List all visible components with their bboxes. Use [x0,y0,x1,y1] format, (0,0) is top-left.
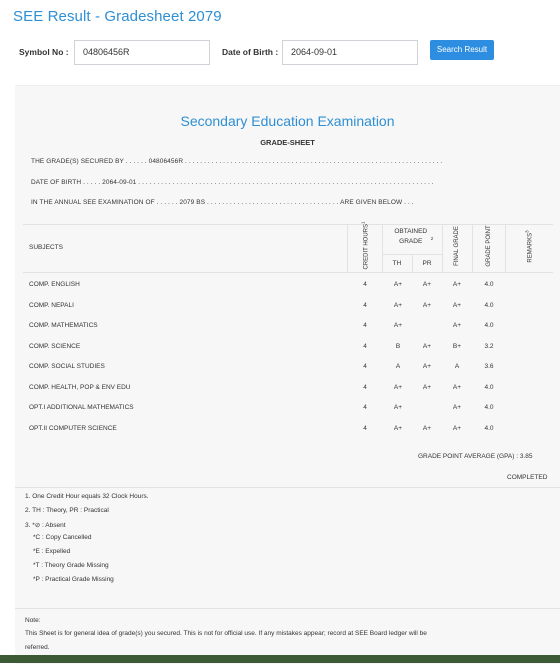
final-cell: A+ [452,301,462,309]
grade-point-header: GRADE POINT [486,225,492,267]
th-cell: A+ [393,383,403,391]
subject-name: COMP. HEALTH, POP & ENV EDU [29,383,131,391]
footnote-item: *P : Practical Grade Missing [33,575,114,583]
th-cell: A+ [393,301,403,309]
gradesheet-panel [15,85,560,664]
col-divider [505,224,506,272]
page-title: SEE Result - Gradesheet 2079 [13,8,222,25]
credit-cell: 4 [363,322,367,329]
final-cell: A+ [452,404,462,411]
gp-cell: 4.0 [484,424,494,432]
dob-label: Date of Birth : [222,47,279,57]
final-cell: A+ [452,424,462,432]
table-top-border [23,224,553,225]
gradesheet-heading: GRADE-SHEET [260,138,315,147]
col-divider [442,224,443,272]
final-cell: A+ [452,281,462,288]
th-cell: A+ [393,424,403,432]
symbol-input[interactable]: 04806456R [74,40,210,65]
pr-cell: A+ [422,363,432,370]
final-cell: A+ [452,383,462,391]
note-label: Note: [25,617,41,624]
search-result-button[interactable]: Search Result [430,40,494,60]
credit-cell: 4 [363,281,367,288]
subject-name: COMP. ENGLISH [29,281,80,288]
subjects-header: SUBJECTS [29,244,63,251]
footnote-item: *C : Copy Cancelled [33,534,92,542]
gp-cell: 4.0 [484,301,494,309]
credit-cell: 4 [363,424,367,432]
th-cell: A [395,363,401,370]
footnote-item: 3. *⊘ : Absent [25,521,66,529]
subject-name: COMP. NEPALI [29,301,74,309]
footnote-item: *E : Expelled [33,548,71,556]
subject-name: COMP. SCIENCE [29,342,81,350]
gp-cell: 4.0 [484,322,494,329]
footnote-divider [15,487,560,488]
result-status: COMPLETED [507,474,548,481]
th-cell: B [395,342,401,350]
remarks-header: REMARKS$^3$ [524,230,534,263]
exam-title: Secondary Education Examination [180,113,395,129]
pr-cell: A+ [422,383,432,391]
symbol-label: Symbol No : [19,47,69,57]
gp-cell: 4.0 [484,281,494,288]
final-grade-header: FINAL GRADE [454,226,460,266]
subject-name: OPT.II COMPUTER SCIENCE [29,424,117,432]
gp-cell: 4.0 [484,383,494,391]
col-divider [472,224,473,272]
credit-cell: 4 [363,363,367,370]
footnote-item: 2. TH : Theory, PR : Practical [25,506,109,514]
th-cell: A+ [393,322,403,329]
table-header-bottom [23,272,553,273]
subject-name: COMP. SOCIAL STUDIES [29,363,105,370]
note-text-continued: referred. [25,644,50,651]
col-divider [347,224,348,272]
obtained-grade-header: OBTAINED GRADE $^2$ [394,228,434,245]
credit-cell: 4 [363,342,367,350]
footnote-item: *T : Theory Grade Missing [33,562,109,569]
subject-name: COMP. MATHEMATICS [29,322,98,329]
th-header: TH [392,260,402,267]
final-cell: A [454,363,460,370]
credit-cell: 4 [363,383,367,391]
gp-cell: 4.0 [484,404,494,411]
pr-header: PR [422,260,432,267]
pr-cell: A+ [422,424,432,432]
final-cell: B+ [452,342,462,350]
th-cell: A+ [393,404,403,411]
gp-cell: 3.2 [484,342,494,350]
exam-line: IN THE ANNUAL SEE EXAMINATION OF . . . . . . 2079 BS . . . . . . . . . . . . . . . . . . . . . . . . . . . . . . . . . . . ARE GIVEN BELOW . . . [31,199,414,206]
dob-line: DATE OF BIRTH . . . . . 2064-09-01 . . . . . . . . . . . . . . . . . . . . . . . . . . . . . . . . . . . . . . . . . . . . . . . . . . . . . . . . . . . . . . . . . . . . . . . . . . . . . . [31,179,434,186]
gp-cell: 3.6 [484,363,494,370]
pr-cell: A+ [422,342,432,350]
final-cell: A+ [452,322,462,329]
note-divider [15,608,560,609]
note-text: This Sheet is for general idea of grade(s) you secured. This is not for official use. If any mistakes appear; record at SEE Board ledger will be [25,630,427,637]
bottom-strip [0,655,560,663]
th-cell: A+ [393,281,403,288]
secured-by-line: THE GRADE(S) SECURED BY . . . . . . 04806456R . . . . . . . . . . . . . . . . . . . . . . . . . . . . . . . . . . . . . . . . . . . . . . . . . . . . . . . . . . . . . . . . . . . . [31,158,443,165]
credit-hours-header: CREDIT HOURS$^1$ [360,221,370,270]
credit-cell: 4 [363,301,367,309]
subject-name: OPT.I ADDITIONAL MATHEMATICS [29,404,134,411]
pr-cell: A+ [422,301,432,309]
pr-cell: A+ [422,281,432,288]
dob-input[interactable]: 2064-09-01 [282,40,418,65]
footnote-item: 1. One Credit Hour equals 32 Clock Hours. [25,493,149,500]
credit-cell: 4 [363,404,367,411]
gpa-text: GRADE POINT AVERAGE (GPA) : 3.85 [418,453,533,460]
